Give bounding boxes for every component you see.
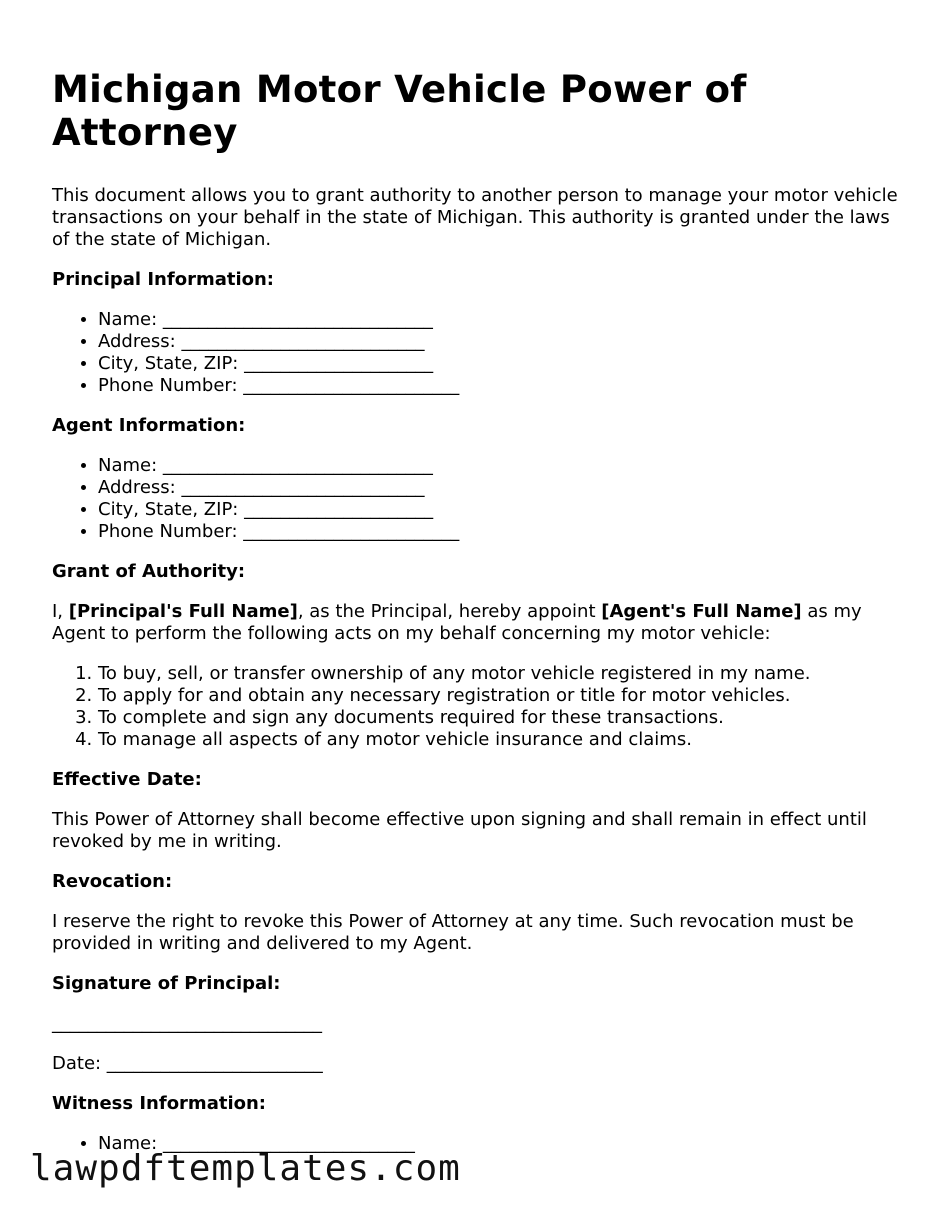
agent-name-placeholder: [Agent's Full Name]: [601, 601, 802, 622]
agent-city-field: • City, State, ZIP: _____________________: [98, 499, 902, 521]
revocation-heading: Revocation:: [52, 871, 173, 892]
grant-suffix: as my Agent to perform the following acts on my behalf concerning my motor vehicle:: [52, 601, 862, 644]
authorized-act: 4. To manage all aspects of any motor vehicle insurance and claims.: [98, 729, 902, 751]
signature-date-line: Date: ________________________: [52, 1053, 323, 1074]
authorized-act: 2. To apply for and obtain any necessary registration or title for motor vehicles.: [98, 685, 902, 707]
witness-heading: Witness Information:: [52, 1093, 266, 1114]
authorized-acts-list: [52, 663, 902, 751]
effective-date-text: This Power of Attorney shall become effective upon signing and shall remain in effect until revoked by me in writing.: [52, 809, 867, 852]
principal-name-field: • Name: ______________________________: [98, 309, 902, 331]
document-title: Michigan Motor Vehicle Power of Attorney: [52, 68, 747, 154]
revocation-text: I reserve the right to revoke this Power of Attorney at any time. Such revocation must be provided in writing and delivered to my Agent.: [52, 911, 854, 954]
document-page: [52, 68, 902, 1173]
signature-line: ______________________________: [52, 1013, 322, 1034]
watermark-text: lawpdftemplates.com: [30, 1148, 461, 1189]
principal-address-field: • Address: ___________________________: [98, 331, 902, 353]
witness-name-field: • Name: ____________________________: [98, 1133, 902, 1155]
agent-phone-field: • Phone Number: ________________________: [98, 521, 902, 543]
agent-fields: [52, 455, 902, 543]
authorized-act: 1. To buy, sell, or transfer ownership of any motor vehicle registered in my name.: [98, 663, 902, 685]
agent-name-field: • Name: ______________________________: [98, 455, 902, 477]
grant-middle: , as the Principal, hereby appoint: [297, 601, 602, 622]
grant-prefix: I,: [52, 601, 69, 622]
principal-name-placeholder: [Principal's Full Name]: [68, 601, 298, 622]
effective-date-heading: Effective Date:: [52, 769, 202, 790]
principal-phone-field: • Phone Number: ________________________: [98, 375, 902, 397]
agent-address-field: • Address: ___________________________: [98, 477, 902, 499]
principal-fields: [52, 309, 902, 397]
principal-heading: Principal Information:: [52, 269, 275, 290]
intro-paragraph: This document allows you to grant authority to another person to manage your motor vehicle transactions on your behalf in the state of Michigan. This authority is granted under the laws of the state of Michigan.: [52, 185, 898, 250]
agent-heading: Agent Information:: [52, 415, 246, 436]
signature-heading: Signature of Principal:: [52, 973, 281, 994]
authorized-act: 3. To complete and sign any documents required for these transactions.: [98, 707, 902, 729]
grant-paragraph: [52, 601, 902, 645]
principal-city-field: • City, State, ZIP: _____________________: [98, 353, 902, 375]
grant-heading: Grant of Authority:: [52, 561, 246, 582]
